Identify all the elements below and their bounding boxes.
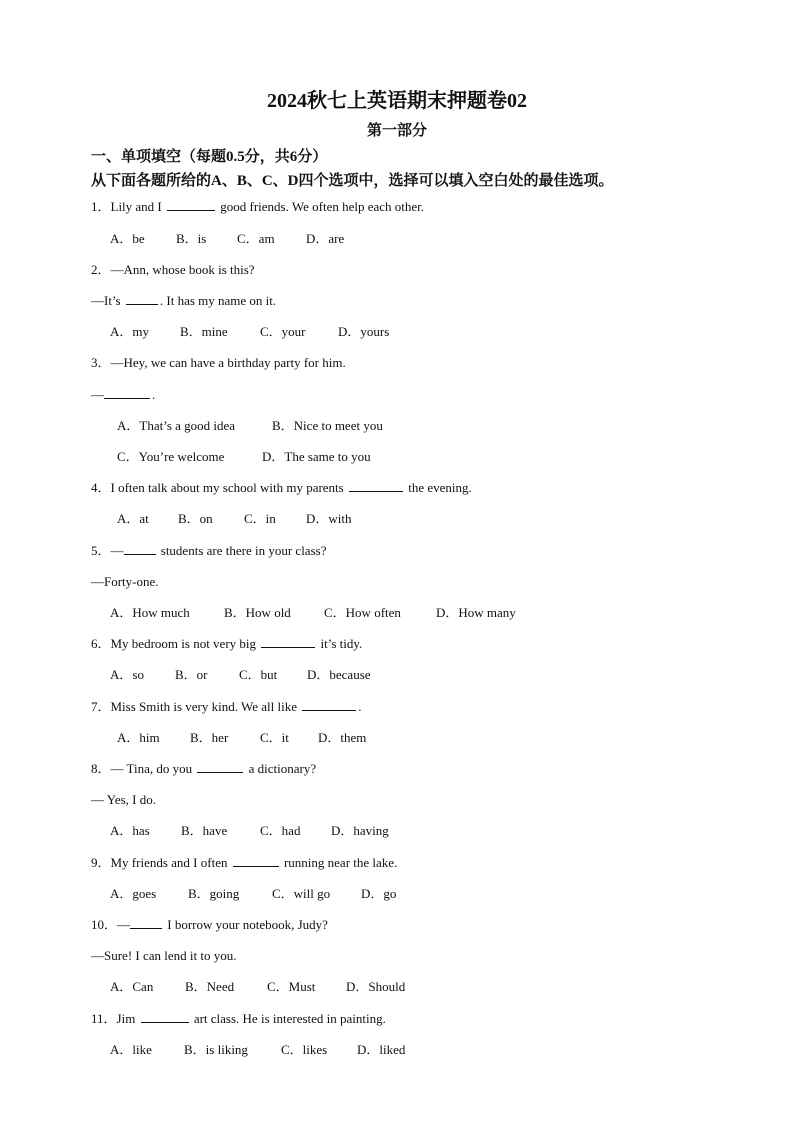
- option-a: A．be: [110, 231, 145, 246]
- option-d: D．are: [306, 231, 345, 246]
- option-b: B．Nice to meet you: [272, 418, 383, 433]
- option-d: D．because: [307, 667, 371, 682]
- option-a: A．like: [110, 1042, 152, 1057]
- question-7: 7．Miss Smith is very kind. We all like .: [91, 699, 362, 714]
- question-10-response: —Sure! I can lend it to you.: [91, 948, 237, 963]
- option-a: A．at: [117, 511, 149, 526]
- option-b: B．have: [181, 823, 228, 838]
- option-d: D．them: [318, 730, 367, 745]
- answer-blank: [130, 916, 162, 929]
- question-5-response: —Forty-one.: [91, 574, 159, 589]
- option-a: A．goes: [110, 886, 157, 901]
- option-b: B．mine: [180, 324, 228, 339]
- option-b: B．on: [178, 511, 213, 526]
- option-a: A．Can: [110, 979, 154, 994]
- option-b: B．going: [188, 886, 240, 901]
- option-d: D．go: [361, 886, 397, 901]
- option-c: C．likes: [281, 1042, 328, 1057]
- question-11: 11．Jim art class. He is interested in painting.: [91, 1011, 386, 1026]
- option-d: D．liked: [357, 1042, 406, 1057]
- option-b: B．is: [176, 231, 207, 246]
- option-c: C．You’re welcome: [117, 449, 225, 464]
- question-4: 4．I often talk about my school with my parents the evening.: [91, 480, 472, 495]
- option-b: B．is liking: [184, 1042, 248, 1057]
- option-b: B．How old: [224, 605, 291, 620]
- question-3-response: — .: [91, 387, 156, 402]
- question-5: 5．— students are there in your class?: [91, 543, 327, 558]
- option-d: D．yours: [338, 324, 390, 339]
- part-label: 第一部分: [366, 123, 427, 139]
- option-b: B．or: [175, 667, 208, 682]
- answer-blank: [141, 1010, 189, 1023]
- answer-blank: [302, 698, 356, 711]
- option-c: C．it: [260, 730, 289, 745]
- option-a: A．him: [117, 730, 160, 745]
- option-d: D．having: [331, 823, 389, 838]
- question-9: 9．My friends and I often running near the lake.: [91, 855, 398, 870]
- question-8: 8．— Tina, do you a dictionary?: [91, 761, 317, 776]
- option-c: C．will go: [272, 886, 331, 901]
- question-1: 1．Lily and I good friends. We often help each other.: [91, 199, 425, 214]
- option-a: A．has: [110, 823, 150, 838]
- option-a: A．my: [110, 324, 150, 339]
- answer-blank: [126, 292, 158, 305]
- page-title: 2024秋七上英语期末押题卷02: [267, 90, 527, 112]
- answer-blank: [261, 635, 315, 648]
- question-10: 10．— I borrow your notebook, Judy?: [91, 917, 328, 932]
- option-a: A．That’s a good idea: [117, 418, 236, 433]
- answer-blank: [124, 542, 156, 555]
- option-b: B．her: [190, 730, 229, 745]
- question-3: 3．—Hey, we can have a birthday party for him.: [91, 355, 346, 370]
- option-c: C．Must: [267, 979, 316, 994]
- option-d: D．with: [306, 511, 352, 526]
- option-c: C．but: [239, 667, 278, 682]
- option-c: C．How often: [324, 605, 401, 620]
- option-c: C．am: [237, 231, 275, 246]
- section-instruction: 从下面各题所给的A、B、C、D四个选项中，选择可以填入空白处的最佳选项。: [91, 173, 614, 189]
- answer-blank: [233, 854, 279, 867]
- section-heading: 一、单项填空（每题0.5分，共6分）: [91, 149, 328, 165]
- question-2: 2．—Ann, whose book is this?: [91, 262, 255, 277]
- option-d: D．How many: [436, 605, 516, 620]
- option-a: A．so: [110, 667, 144, 682]
- answer-blank: [349, 479, 403, 492]
- option-c: C．had: [260, 823, 301, 838]
- question-6: 6．My bedroom is not very big it’s tidy.: [91, 636, 363, 651]
- option-d: D．The same to you: [262, 449, 371, 464]
- answer-blank: [197, 760, 243, 773]
- question-2-response: —It’s . It has my name on it.: [91, 293, 277, 308]
- answer-blank: [104, 386, 150, 399]
- option-b: B．Need: [185, 979, 235, 994]
- option-c: C．your: [260, 324, 306, 339]
- question-8-response: — Yes, I do.: [91, 792, 157, 807]
- option-c: C．in: [244, 511, 276, 526]
- option-a: A．How much: [110, 605, 190, 620]
- answer-blank: [167, 198, 215, 211]
- option-d: D．Should: [346, 979, 406, 994]
